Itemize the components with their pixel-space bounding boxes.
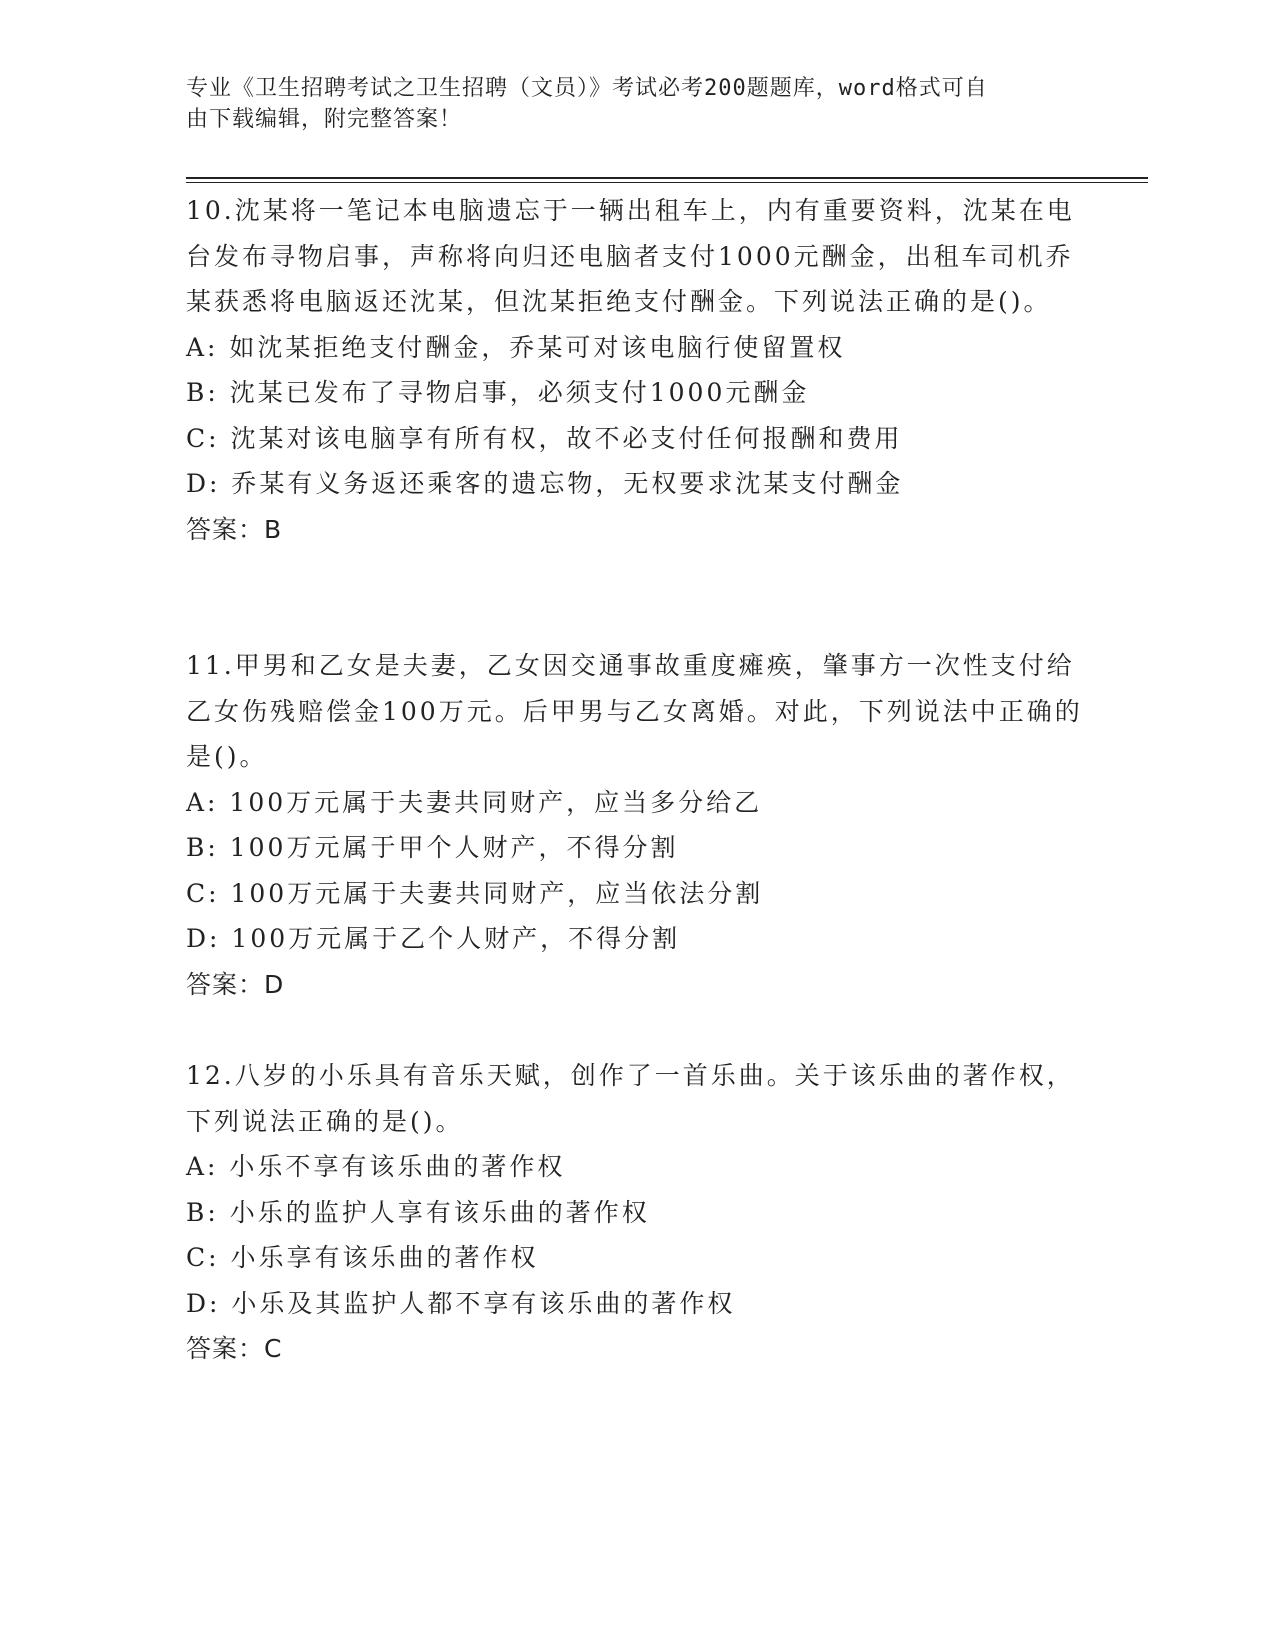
option-b: B: 沈某已发布了寻物启事，必须支付1000元酬金	[186, 378, 810, 407]
document-header	[186, 73, 1066, 135]
option-c: C: 沈某对该电脑享有所有权，故不必支付任何报酬和费用	[186, 423, 903, 453]
question-stem: 11.甲男和乙女是夫妻，乙女因交通事故重度瘫痪，肇事方一次性支付给乙女伤残赔偿金100万元。后甲男与乙女离婚。对此，下列说法中正确的是()。	[186, 651, 1083, 771]
answer: 答案：D	[186, 969, 285, 999]
question-10	[186, 188, 1086, 552]
question-stem: 12.八岁的小乐具有音乐天赋，创作了一首乐曲。关于该乐曲的著作权，下列说法正确的是()。	[186, 1061, 1075, 1136]
option-d: D: 小乐及其监护人都不享有该乐曲的著作权	[186, 1288, 736, 1318]
option-a: A: 小乐不享有该乐曲的著作权	[186, 1152, 566, 1181]
header-line-2: 由下载编辑，附完整答案！	[186, 107, 463, 132]
option-d: D: 100万元属于乙个人财产，不得分割	[186, 924, 681, 953]
option-b: B: 小乐的监护人享有该乐曲的著作权	[186, 1197, 650, 1227]
option-b: B: 100万元属于甲个人财产，不得分割	[186, 833, 679, 862]
header-line-1: 专业《卫生招聘考试之卫生招聘（文员）》考试必考200题题库，word格式可自	[186, 76, 988, 101]
question-stem: 10.沈某将一笔记本电脑遗忘于一辆出租车上，内有重要资料，沈某在电台发布寻物启事，声称将向归还电脑者支付1000元酬金，出租车司机乔某获悉将电脑返还沈某，但沈某拒绝支付酬金。下列说法正确的是()。	[186, 196, 1075, 316]
header-divider-thick	[186, 177, 1148, 179]
answer: 答案：C	[186, 1334, 283, 1363]
option-d: D: 乔某有义务返还乘客的遗忘物，无权要求沈某支付酬金	[186, 469, 904, 498]
question-11	[186, 643, 1086, 1007]
question-12	[186, 1053, 1086, 1372]
option-a: A: 100万元属于夫妻共同财产，应当多分给乙	[186, 787, 763, 817]
header-divider-thin	[186, 182, 1148, 183]
option-a: A: 如沈某拒绝支付酬金，乔某可对该电脑行使留置权	[186, 332, 846, 362]
answer: 答案：B	[186, 514, 283, 544]
option-c: C: 小乐享有该乐曲的著作权	[186, 1243, 539, 1272]
option-c: C: 100万元属于夫妻共同财产，应当依法分割	[186, 878, 764, 908]
